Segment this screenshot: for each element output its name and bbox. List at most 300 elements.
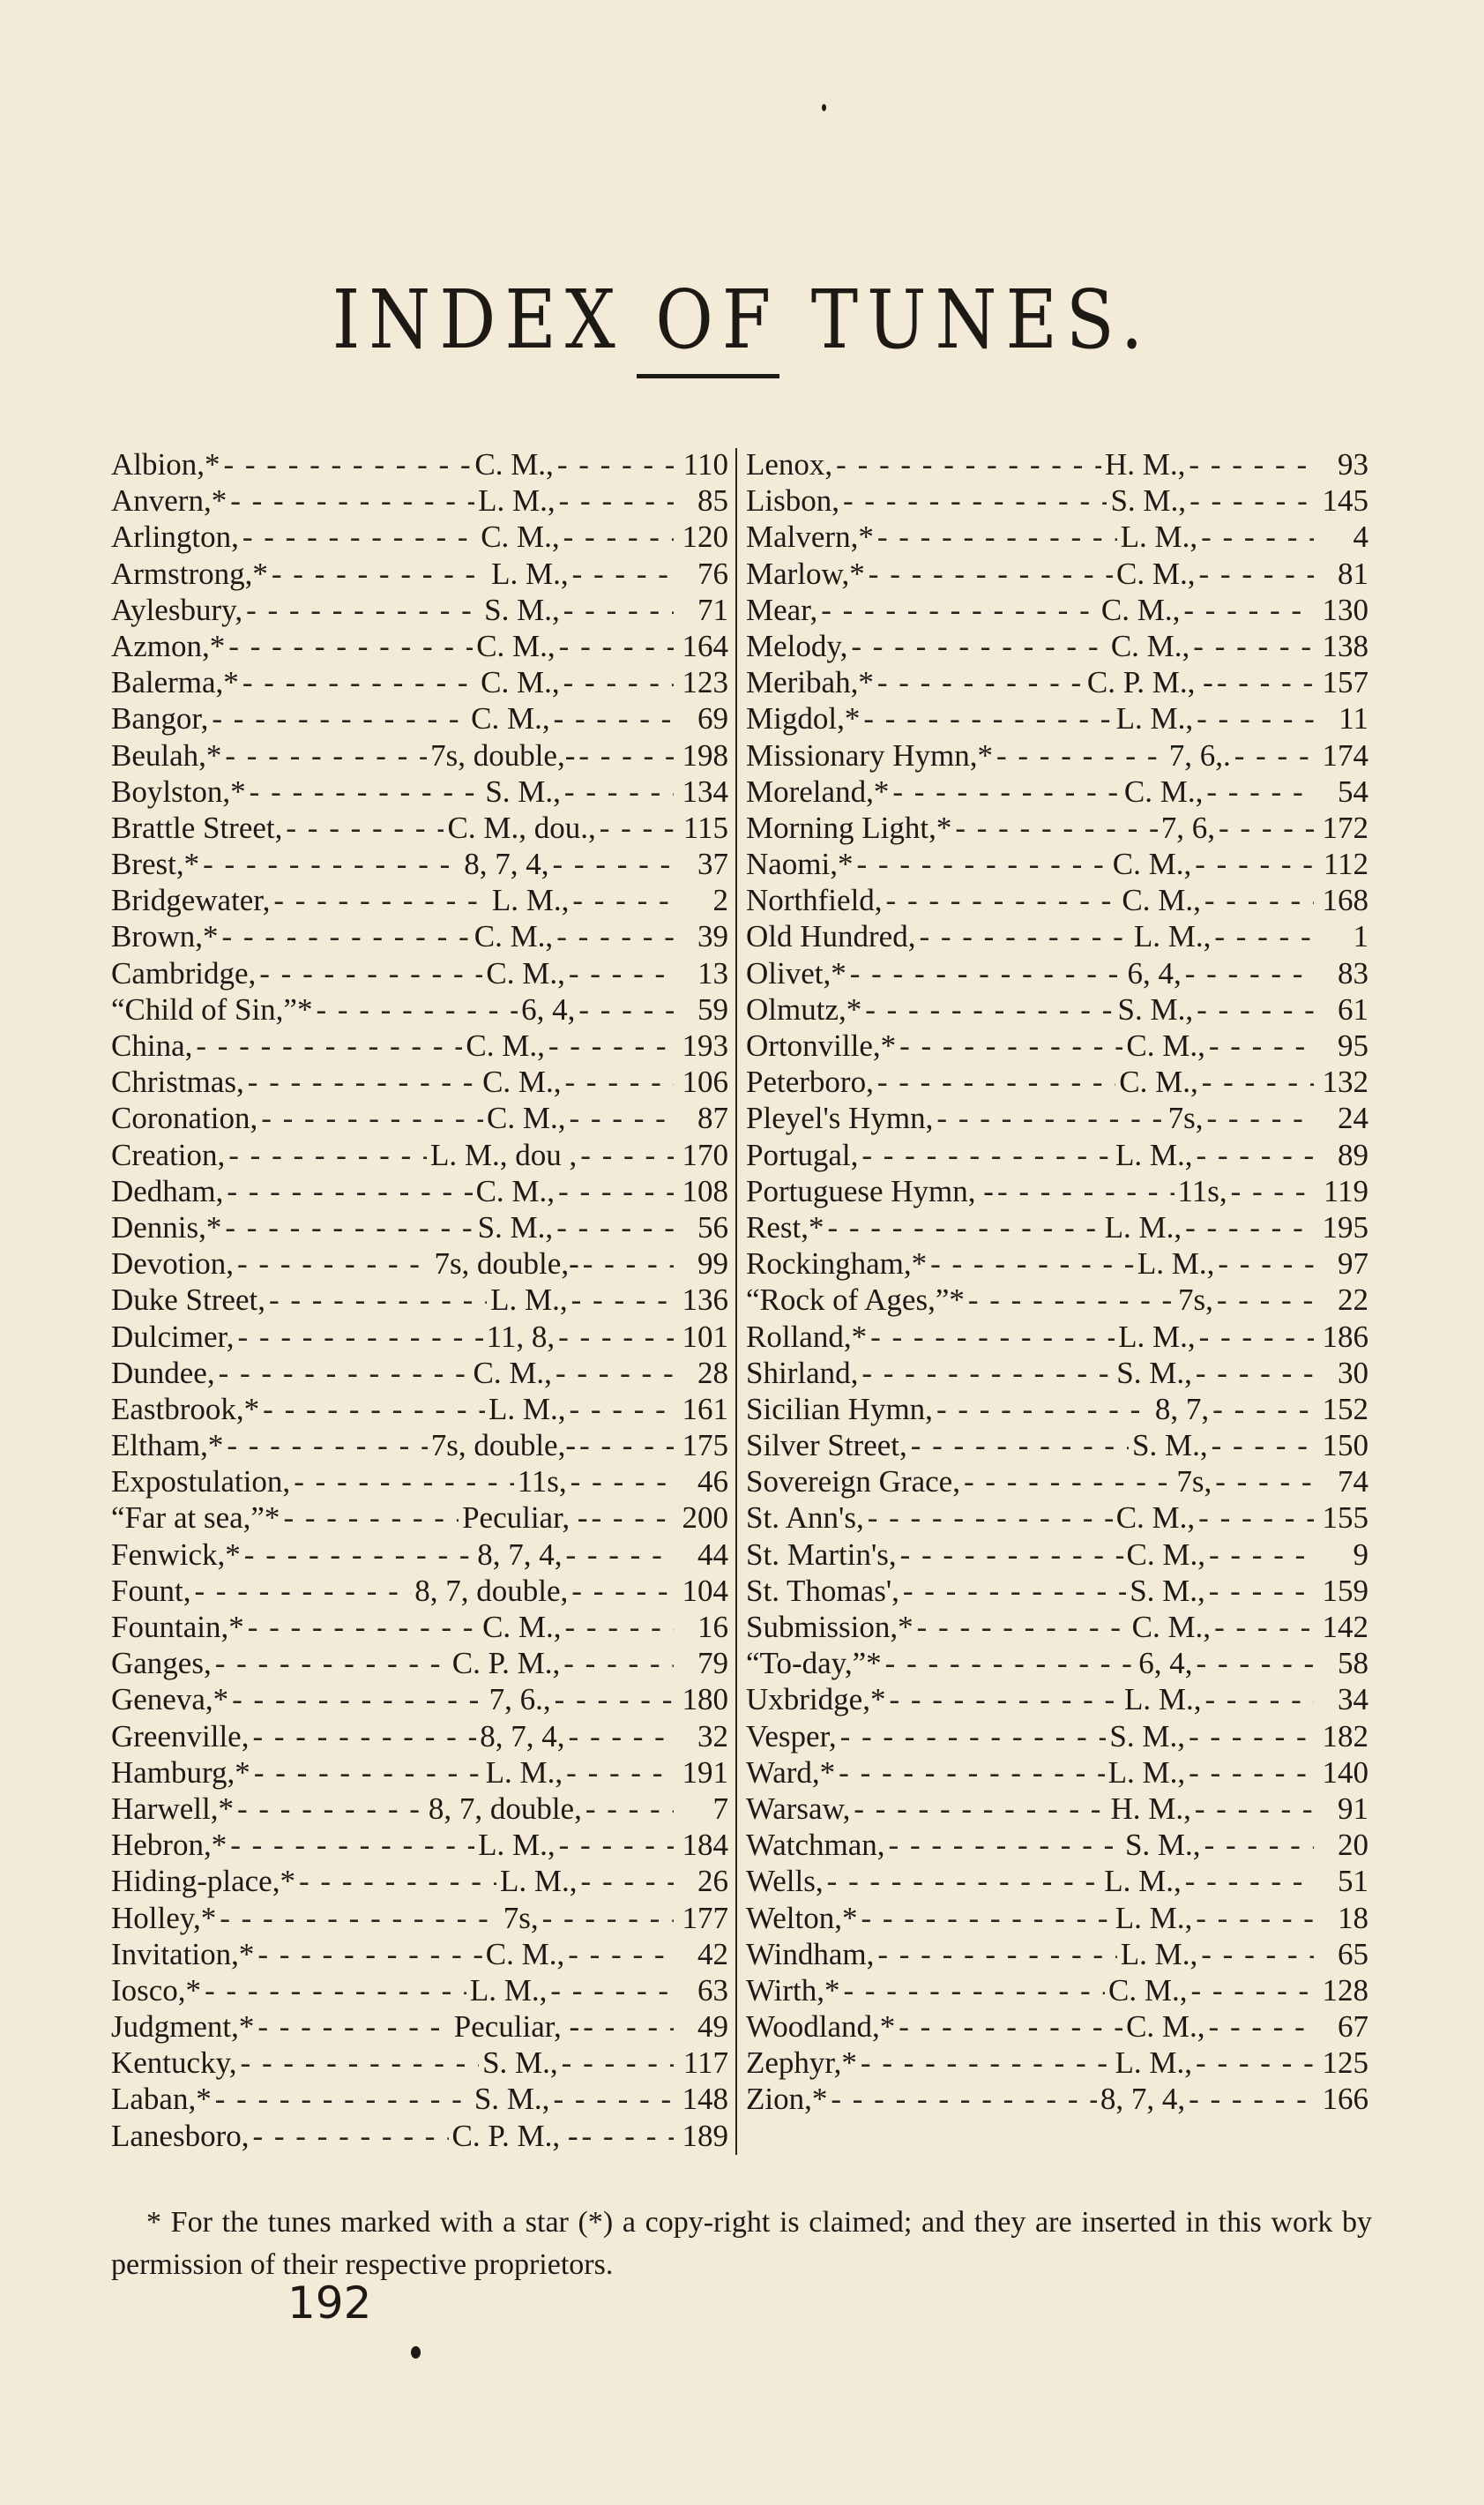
leader-dots — [869, 556, 1113, 592]
leader-dots — [242, 519, 477, 555]
tune-name: Vesper, — [746, 1718, 837, 1754]
tune-meter: L. M., — [491, 556, 569, 591]
tune-entry — [111, 2118, 728, 2154]
tune-page-number: 13 — [697, 955, 728, 991]
tune-page-number: 195 — [1322, 1209, 1368, 1245]
tune-name: St. Martin's, — [746, 1537, 897, 1572]
tune-page-number: 166 — [1322, 2082, 1368, 2117]
leader-dots — [1190, 1972, 1314, 2008]
tune-meter: H. M., — [1105, 447, 1186, 482]
tune-name: Marlow,* — [746, 556, 865, 591]
tune-page-number: 32 — [697, 1718, 728, 1754]
tune-entry — [746, 700, 1368, 737]
tune-page-number: 28 — [697, 1355, 728, 1390]
tune-entry — [111, 628, 728, 664]
leader-dots — [827, 1209, 1100, 1245]
tune-name: Rest,* — [746, 1209, 824, 1245]
leader-dots — [572, 556, 674, 592]
leader-dots — [269, 1282, 487, 1318]
tune-entry — [746, 1245, 1368, 1282]
leader-dots — [836, 446, 1101, 482]
tune-meter: L. M., — [1104, 1864, 1182, 1899]
tune-meter: C. M., — [481, 665, 560, 700]
tune-page-number: 155 — [1322, 1500, 1368, 1536]
leader-dots — [1231, 1173, 1314, 1209]
leader-dots — [1234, 737, 1314, 774]
leader-dots — [566, 1754, 674, 1791]
leader-dots — [237, 1245, 430, 1282]
tune-page-number: 148 — [682, 2082, 728, 2117]
tune-name: Lanesboro, — [111, 2118, 250, 2153]
tune-page-number: 99 — [697, 1246, 728, 1282]
tune-name: Melody, — [746, 628, 848, 663]
leader-dots — [563, 519, 674, 555]
leader-dots — [583, 2008, 674, 2045]
leader-dots — [583, 1245, 674, 1282]
tune-page-number: 119 — [1323, 1173, 1368, 1208]
tune-meter: L. M., — [1107, 1754, 1186, 1790]
tune-page-number: 172 — [1322, 810, 1368, 845]
tune-name: Hamburg,* — [111, 1754, 250, 1790]
tune-meter: C. M., — [1126, 2009, 1205, 2045]
tune-entry — [746, 846, 1368, 882]
leader-dots — [237, 1791, 425, 1827]
leader-dots — [556, 1209, 674, 1245]
leader-dots — [222, 918, 471, 954]
leader-dots — [821, 592, 1098, 628]
tune-page-number: 140 — [1322, 1754, 1368, 1790]
leader-dots — [257, 2008, 450, 2045]
tune-entry — [111, 1173, 728, 1209]
tune-entry — [746, 2045, 1368, 2081]
tune-name: Dulcimer, — [111, 1319, 235, 1354]
leader-dots — [1199, 556, 1314, 592]
tune-entry — [746, 1573, 1368, 1609]
tune-meter: L. M., — [1133, 919, 1212, 954]
tune-page-number: 97 — [1338, 1246, 1368, 1282]
tune-entry — [746, 774, 1368, 810]
tune-entry — [111, 1463, 728, 1499]
tune-entry — [746, 1645, 1368, 1681]
tune-name: Invitation,* — [111, 1936, 255, 1971]
tune-meter: C. M., — [466, 1028, 545, 1063]
leader-dots — [563, 592, 674, 628]
tune-meter: C. M., — [1115, 1500, 1196, 1536]
leader-dots — [230, 482, 474, 519]
tune-name: Zion,* — [746, 2082, 828, 2117]
leader-dots — [831, 2081, 1097, 2117]
leader-dots — [1197, 1137, 1315, 1173]
leader-dots — [252, 1718, 476, 1754]
leader-dots — [230, 1827, 474, 1863]
tune-entry — [746, 482, 1368, 519]
tune-entry — [746, 1791, 1368, 1827]
tune-name: “Far at sea,”* — [111, 1500, 280, 1536]
tune-entry — [111, 918, 728, 954]
leader-dots — [997, 1173, 1175, 1209]
leader-dots — [1199, 1319, 1314, 1355]
leader-dots — [917, 1609, 1129, 1645]
tune-page-number: 49 — [697, 2009, 728, 2045]
tune-meter: 7s, — [1167, 1101, 1204, 1136]
tune-page-number: 58 — [1338, 1646, 1368, 1681]
leader-dots — [563, 1645, 674, 1681]
tune-entry — [111, 1609, 728, 1645]
tune-entry — [111, 991, 728, 1028]
leader-dots — [550, 1972, 674, 2008]
tune-name: Missionary Hymn,* — [746, 737, 993, 773]
tune-name: “To-day,”* — [746, 1646, 882, 1681]
tune-meter: Peculiar, - — [462, 1500, 588, 1536]
tune-meter: L. M., — [1104, 1209, 1182, 1245]
tune-page-number: 85 — [697, 483, 728, 519]
tune-entry — [111, 2008, 728, 2045]
tune-meter: 7, 6,. — [1168, 737, 1231, 773]
tune-page-number: 65 — [1338, 1936, 1368, 1971]
leader-dots — [861, 1355, 1113, 1391]
tune-name: Zephyr,* — [746, 2045, 857, 2081]
tune-name: Boylston,* — [111, 774, 246, 809]
tune-meter: 8, 7, double, — [428, 1791, 582, 1826]
leader-dots — [555, 1681, 674, 1717]
tune-entry — [746, 737, 1368, 774]
tune-entry — [111, 1573, 728, 1609]
leader-dots — [558, 1173, 674, 1209]
tune-meter: L. M., — [488, 1391, 566, 1426]
leader-dots — [863, 700, 1112, 737]
tune-name: Anvern,* — [111, 483, 227, 519]
tune-name: Portugal, — [746, 1137, 859, 1172]
leader-dots — [246, 592, 481, 628]
leader-dots — [1206, 1100, 1314, 1136]
leader-dots — [1189, 446, 1314, 482]
tune-name: Olmutz,* — [746, 991, 862, 1027]
tune-meter: C. M., — [473, 1355, 552, 1390]
tune-entry — [111, 1645, 728, 1681]
tune-meter: H. M., — [1110, 1791, 1191, 1826]
tune-entry — [746, 1718, 1368, 1754]
tune-entry — [111, 1137, 728, 1173]
leader-dots — [257, 1936, 481, 1972]
tune-entry — [746, 1028, 1368, 1064]
tune-page-number: 11 — [1339, 701, 1368, 737]
leader-dots — [227, 1173, 472, 1209]
tune-name: Hiding-place,* — [111, 1864, 295, 1899]
tune-meter: S. M., — [474, 2082, 550, 2117]
leader-dots — [1189, 2081, 1314, 2117]
tune-name: Kentucky, — [111, 2045, 237, 2081]
tune-name: Brest,* — [111, 847, 200, 882]
tune-page-number: 79 — [697, 1646, 728, 1681]
tune-meter: C. M., — [1126, 1028, 1205, 1063]
leader-dots — [559, 482, 674, 519]
tune-entry — [746, 664, 1368, 700]
tune-page-number: 108 — [682, 1173, 728, 1208]
tune-entry — [111, 700, 728, 737]
tune-entry — [746, 1537, 1368, 1573]
tune-page-number: 128 — [1322, 1972, 1368, 2008]
tune-page-number: 7 — [712, 1791, 728, 1826]
tune-page-number: 182 — [1322, 1718, 1368, 1754]
tune-entry — [746, 1900, 1368, 1936]
tune-entry — [111, 664, 728, 700]
tune-entry — [111, 2081, 728, 2117]
tune-name: Judgment,* — [111, 2009, 255, 2045]
tune-page-number: 26 — [697, 1864, 728, 1899]
leader-dots — [232, 1681, 486, 1717]
tune-name: Harwell,* — [111, 1791, 234, 1826]
tune-meter: S. M., — [1109, 1718, 1185, 1754]
leader-dots — [196, 1028, 462, 1064]
tune-name: Old Hundred, — [746, 919, 916, 954]
tune-page-number: 81 — [1338, 556, 1368, 591]
leader-dots — [850, 955, 1124, 991]
tune-page-number: 145 — [1322, 483, 1368, 519]
leader-dots — [578, 991, 674, 1028]
tune-name: Rockingham,* — [746, 1246, 928, 1282]
tune-name: Duke Street, — [111, 1282, 265, 1318]
leader-dots — [1209, 2008, 1314, 2045]
tune-entry — [746, 1064, 1368, 1100]
leader-dots — [299, 1863, 496, 1899]
leader-dots — [900, 1537, 1123, 1573]
tune-meter: C. M., — [1110, 628, 1190, 663]
tune-meter: 8, 7, double, — [414, 1573, 569, 1608]
tune-meter: 7s, double,- — [430, 737, 576, 773]
tune-entry — [746, 1355, 1368, 1391]
leader-dots — [1219, 810, 1314, 846]
leader-dots — [592, 1499, 674, 1536]
tune-name: Balerma,* — [111, 665, 239, 700]
tune-name: Hebron,* — [111, 1828, 227, 1863]
tune-entry — [111, 446, 728, 482]
tune-name: Albion,* — [111, 447, 220, 482]
tune-page-number: 63 — [697, 1972, 728, 2008]
tune-page-number: 76 — [697, 556, 728, 591]
tune-entry — [746, 1282, 1368, 1318]
tune-page-number: 180 — [682, 1682, 728, 1717]
tune-entry — [111, 774, 728, 810]
tune-name: Lisbon, — [746, 483, 839, 519]
tune-meter: 8, 7, 4, — [1100, 2082, 1186, 2117]
page-title: INDEX OF TUNES. — [332, 272, 1152, 367]
tune-meter: S. M., — [485, 774, 561, 809]
tune-meter: 7, 6, — [1160, 810, 1216, 845]
tune-page-number: 174 — [1322, 737, 1368, 773]
tune-entry — [746, 1173, 1368, 1209]
tune-meter: L. M., — [500, 1864, 578, 1899]
tune-entry — [111, 1319, 728, 1355]
tune-name: Eastbrook,* — [111, 1391, 260, 1426]
tune-entry — [111, 1355, 728, 1391]
leader-dots — [242, 664, 477, 700]
tune-name: Fount, — [111, 1573, 191, 1608]
tune-entry — [746, 446, 1368, 482]
leader-dots — [228, 1137, 427, 1173]
leader-dots — [582, 2118, 675, 2154]
tune-page-number: 152 — [1322, 1391, 1368, 1426]
tune-page-number: 89 — [1338, 1137, 1368, 1172]
tune-name: Expostulation, — [111, 1464, 291, 1499]
tune-page-number: 101 — [682, 1319, 728, 1354]
leader-dots — [1185, 1209, 1314, 1245]
tune-meter: 11s, — [1177, 1173, 1227, 1208]
tune-name: Aylesbury, — [111, 592, 243, 627]
tune-page-number: 46 — [697, 1464, 728, 1499]
leader-dots — [865, 991, 1114, 1028]
tune-page-number: 34 — [1338, 1682, 1368, 1717]
tune-name: Azmon,* — [111, 628, 226, 663]
tune-page-number: 184 — [682, 1828, 728, 1863]
leader-dots — [548, 1028, 674, 1064]
leader-dots — [936, 1391, 1152, 1427]
leader-dots — [1201, 1936, 1314, 1972]
tune-meter: C. M., — [482, 1065, 562, 1100]
tune-page-number: 193 — [682, 1028, 728, 1063]
tune-page-number: 112 — [1323, 847, 1368, 882]
tune-meter: 8, 7, 4, — [480, 1718, 565, 1754]
leader-dots — [212, 700, 467, 737]
tune-meter: S. M., — [484, 592, 560, 627]
tune-meter: C. M., — [471, 701, 550, 737]
tune-page-number: 186 — [1322, 1319, 1368, 1354]
tune-meter: S. M., — [1132, 1428, 1208, 1463]
leader-dots — [892, 774, 1121, 810]
tune-entry — [746, 918, 1368, 954]
tune-page-number: 136 — [682, 1282, 728, 1318]
tune-entry — [746, 1463, 1368, 1499]
tune-name: Northfield, — [746, 883, 883, 918]
leader-dots — [877, 664, 1084, 700]
tune-page-number: 71 — [697, 592, 728, 627]
tune-name: Ortonville,* — [746, 1028, 897, 1063]
leader-dots — [220, 1900, 499, 1936]
leader-dots — [1185, 1863, 1314, 1899]
tune-name: Iosco,* — [111, 1972, 202, 2008]
tune-page-number: 138 — [1322, 628, 1368, 663]
tune-entry — [111, 1936, 728, 1972]
leader-dots — [578, 737, 674, 774]
tune-name: Dundee, — [111, 1355, 215, 1390]
tune-page-number: 104 — [682, 1573, 728, 1608]
tune-entry — [111, 1827, 728, 1863]
tune-entry — [111, 810, 728, 846]
leader-dots — [1212, 1391, 1314, 1427]
leader-dots — [851, 628, 1107, 664]
tune-entry — [111, 1427, 728, 1463]
tune-entry — [746, 1609, 1368, 1645]
leader-dots — [919, 918, 1130, 954]
leader-dots — [964, 1463, 1173, 1499]
leader-dots — [1209, 1573, 1314, 1609]
leader-dots — [911, 1427, 1129, 1463]
tune-meter: L. M., — [1115, 2045, 1193, 2081]
tune-name: Dedham, — [111, 1173, 224, 1208]
tune-meter: L. M., — [490, 1282, 568, 1318]
tune-entry — [746, 1972, 1368, 2008]
tune-name: Bridgewater, — [111, 883, 271, 918]
tune-name: Sicilian Hymn, — [746, 1391, 933, 1426]
tune-page-number: 161 — [682, 1391, 728, 1426]
leader-dots — [1215, 1463, 1314, 1499]
leader-dots — [558, 1319, 674, 1355]
leader-dots — [903, 1573, 1126, 1609]
tune-entry — [746, 1209, 1368, 1245]
tune-page-number: 54 — [1338, 774, 1368, 809]
tune-entry — [111, 519, 728, 555]
tune-meter: Peculiar, - — [453, 2009, 580, 2045]
tune-page-number: 67 — [1338, 2009, 1368, 2045]
tune-name: Greenville, — [111, 1718, 250, 1754]
leader-dots — [1196, 1355, 1314, 1391]
tune-entry — [746, 810, 1368, 846]
tune-meter: C. M., — [474, 919, 554, 954]
leader-dots — [254, 1754, 482, 1791]
tune-page-number: 93 — [1338, 447, 1368, 482]
leader-dots — [569, 1391, 674, 1427]
tune-meter: 7s, double,- — [430, 1428, 576, 1463]
leader-dots — [565, 1537, 674, 1573]
tune-meter: S. M., — [1117, 991, 1194, 1027]
tune-name: Wells, — [746, 1864, 824, 1899]
leader-dots — [563, 664, 674, 700]
leader-dots — [1214, 1609, 1314, 1645]
leader-dots — [572, 882, 674, 918]
leader-dots — [562, 2045, 674, 2081]
tune-entry — [746, 592, 1368, 628]
tune-name: Uxbridge,* — [746, 1682, 886, 1717]
tune-entry — [111, 1900, 728, 1936]
tune-entry — [746, 1499, 1368, 1536]
tune-meter: C. P. M., - — [1086, 665, 1213, 700]
tune-meter: C. M., — [482, 1610, 562, 1644]
leader-dots — [843, 482, 1107, 519]
tune-entry — [111, 1209, 728, 1245]
leader-dots — [1217, 1282, 1314, 1318]
tune-name: Fountain,* — [111, 1610, 244, 1644]
tune-page-number: 175 — [682, 1428, 728, 1463]
tune-name: Cambridge, — [111, 955, 257, 991]
leader-dots — [1201, 519, 1314, 555]
leader-dots — [955, 810, 1157, 846]
tune-entry — [746, 1936, 1368, 1972]
tune-entry — [111, 1681, 728, 1717]
tune-page-number: 150 — [1322, 1428, 1368, 1463]
leader-dots — [839, 1754, 1104, 1791]
tune-name: Geneva,* — [111, 1682, 229, 1717]
leader-dots — [248, 1064, 479, 1100]
leader-dots — [1197, 700, 1314, 737]
tune-page-number: 110 — [682, 447, 728, 482]
tune-name: China, — [111, 1028, 193, 1063]
tune-meter: C. M., — [486, 955, 565, 991]
leader-dots — [1209, 1537, 1314, 1573]
tune-entry — [746, 991, 1368, 1028]
tune-page-number: 91 — [1338, 1791, 1368, 1826]
tune-meter: C. M., — [485, 1936, 565, 1971]
tune-entry — [111, 955, 728, 991]
leader-dots — [272, 556, 488, 592]
tune-meter: C. M., — [1123, 774, 1204, 809]
leader-dots — [1196, 2045, 1314, 2081]
tune-name: Naomi,* — [746, 847, 854, 882]
leader-dots — [854, 1791, 1107, 1827]
tune-meter: C. P. M., — [451, 1646, 561, 1681]
tune-entry — [111, 1245, 728, 1282]
tune-meter: S. M., — [482, 2045, 558, 2081]
tune-name: Mear, — [746, 592, 818, 627]
leader-dots — [870, 1319, 1115, 1355]
